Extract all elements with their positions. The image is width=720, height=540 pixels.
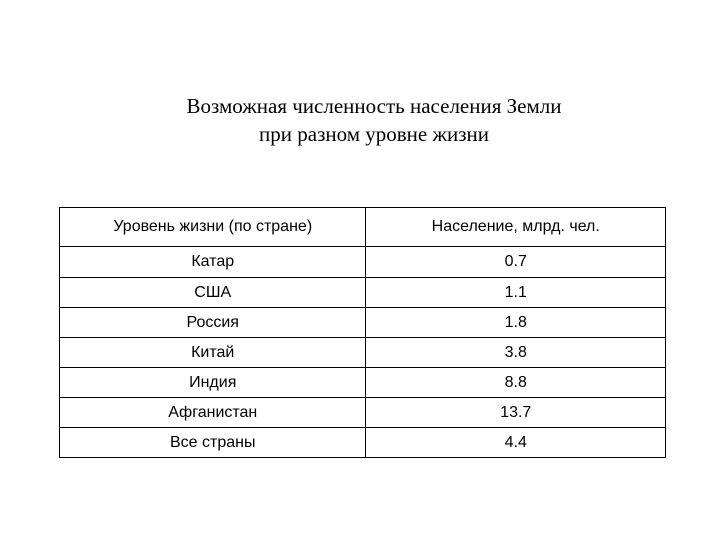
table-body bbox=[60, 247, 666, 458]
population-cell: 1.1 bbox=[366, 278, 666, 308]
population-cell: 4.4 bbox=[366, 428, 666, 458]
population-cell: 0.7 bbox=[366, 247, 666, 278]
table-row bbox=[60, 247, 666, 278]
table-row bbox=[60, 428, 666, 458]
table-row bbox=[60, 308, 666, 338]
table-row bbox=[60, 278, 666, 308]
slide-title-line-2: при разном уровне жизни bbox=[259, 122, 489, 146]
country-cell: Китай bbox=[60, 338, 366, 368]
population-cell: 8.8 bbox=[366, 368, 666, 398]
population-cell: 13.7 bbox=[366, 398, 666, 428]
country-cell: Все страны bbox=[60, 428, 366, 458]
country-cell: Россия bbox=[60, 308, 366, 338]
header-population: Население, млрд. чел. bbox=[366, 208, 666, 247]
country-cell: США bbox=[60, 278, 366, 308]
table-row bbox=[60, 398, 666, 428]
slide-title-line-1: Возможная численность населения Земли bbox=[186, 94, 562, 118]
population-cell: 3.8 bbox=[366, 338, 666, 368]
population-cell: 1.8 bbox=[366, 308, 666, 338]
table-row bbox=[60, 368, 666, 398]
population-table bbox=[59, 207, 666, 458]
table-row bbox=[60, 338, 666, 368]
slide-title bbox=[0, 92, 720, 148]
country-cell: Катар bbox=[60, 247, 366, 278]
header-living-standard: Уровень жизни (по стране) bbox=[60, 208, 366, 247]
table-header-row bbox=[60, 208, 666, 247]
country-cell: Индия bbox=[60, 368, 366, 398]
table-header bbox=[60, 208, 666, 247]
country-cell: Афганистан bbox=[60, 398, 366, 428]
